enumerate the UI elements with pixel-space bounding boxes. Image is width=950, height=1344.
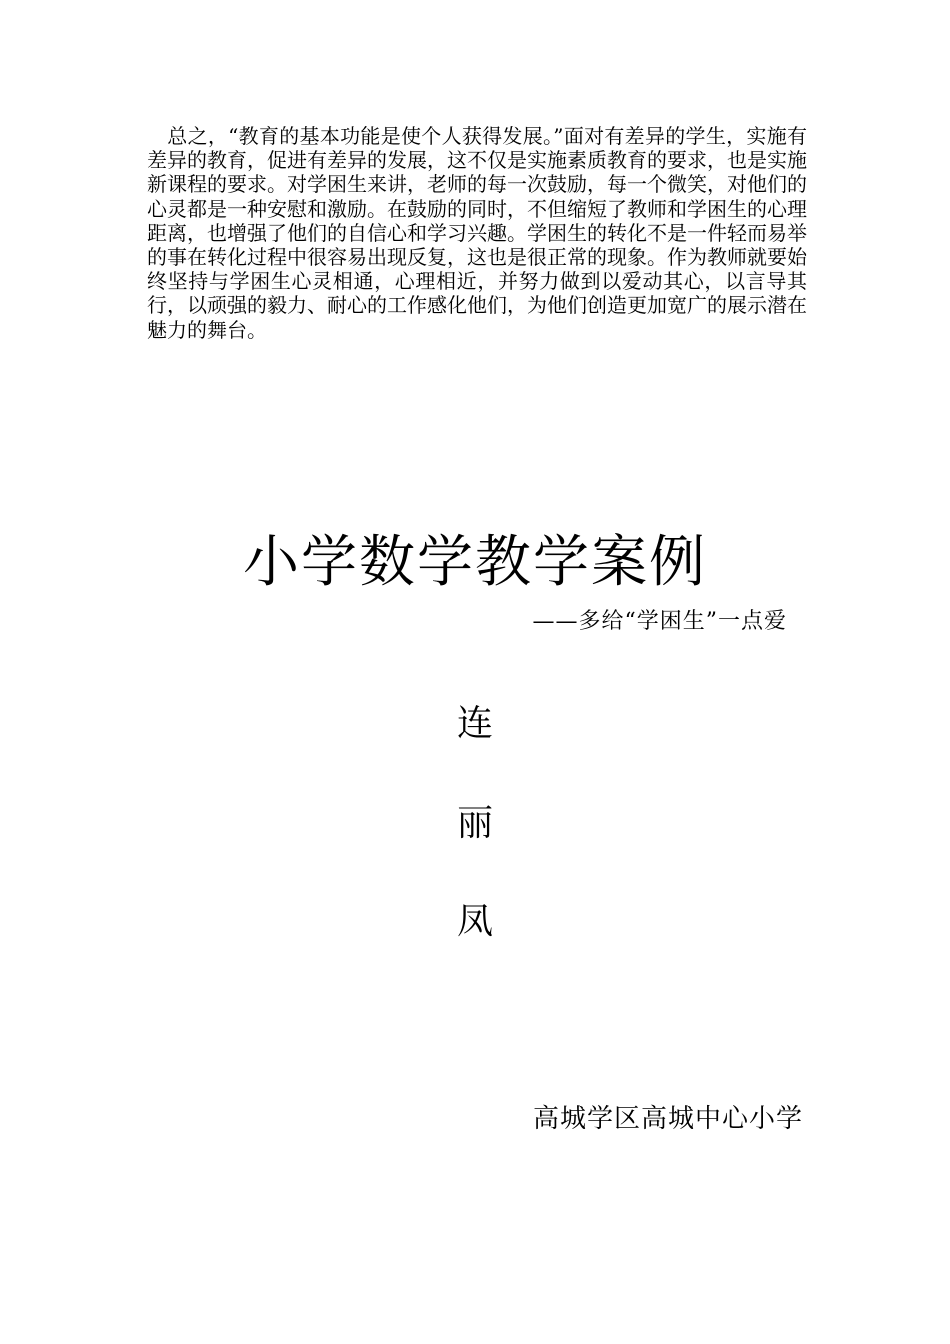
document-subtitle: ——多给“学困生”一点爱	[532, 609, 787, 634]
author-name-char-2: 丽	[456, 803, 493, 844]
document-title: 小学数学教学案例	[243, 530, 707, 595]
body-paragraph	[147, 124, 807, 342]
author-name-char-3: 凤	[456, 901, 493, 942]
school-name: 高城学区高城中心小学	[532, 1104, 803, 1134]
author-name-char-1: 连	[456, 703, 493, 744]
body-paragraph-text: 总之，“教育的基本功能是使个人获得发展。”面对有差异的学生，实施有差异的教育，促进有差异的发展，这不仅是实施素质教育的要求，也是实施新课程的要求。对学困生来讲，老师的每一次鼓励，每一个微笑，对他们的心灵都是一种安慰和激励。在鼓励的同时，不但缩短了教师和学困生的心理距离，也增强了他们的自信心和学习兴趣。学困生的转化不是一件轻而易举的事在转化过程中很容易出现反复，这也是很正常的现象。作为教师就要始终坚持与学困生心灵相通，心理相近，并努力做到以爱动其心，以言导其行，以顽强的毅力、耐心的工作感化他们，为他们创造更加宽广的展示潜在魅力的舞台。	[147, 124, 807, 342]
